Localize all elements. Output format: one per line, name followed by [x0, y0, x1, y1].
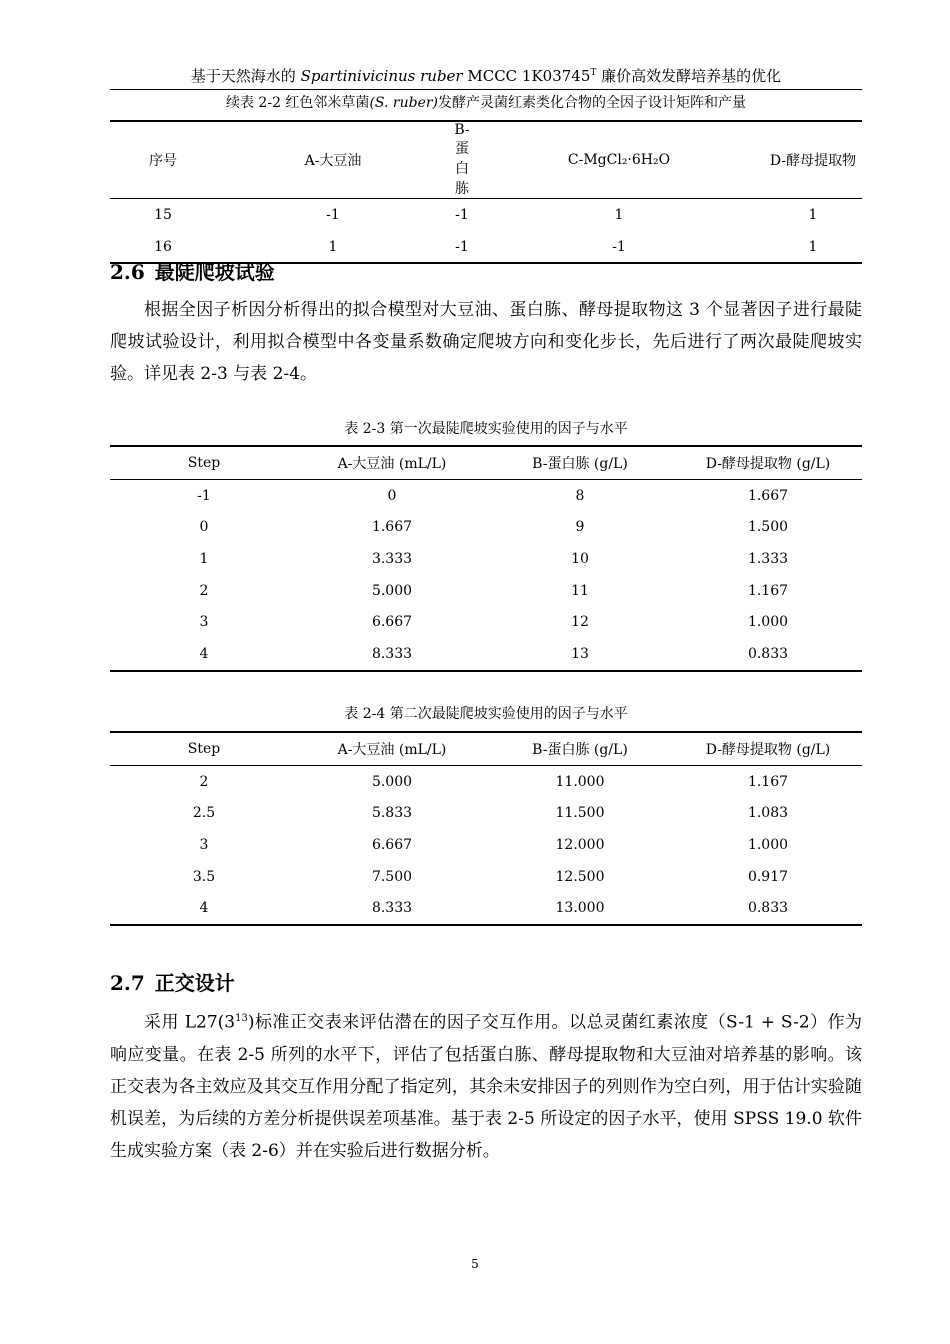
table-cell: -1 — [197, 487, 211, 504]
table-cell: 0.833 — [747, 645, 789, 662]
table-cell: 5.000 — [371, 582, 413, 599]
paragraph-text-tail: )标准正交表来评估潜在的因子交互作用。以总灵菌红素浓度（S-1 + S-2）作为响应变量。在表 2-5 所列的水平下，评估了包括蛋白胨、酵母提取物和大豆油对培养基的影响。该正交表为各主效应及其交互作用分配了指定列，其余未安排因子的列则作为空白列，用于估计实验随机误差，为后续的方差分析提供误差项基准。基于表 2-5 所设定的因子水平，使用 SPSS 19.0 软件生成实验方案（表 2-6）并在实验后进行数据分析。 — [110, 1012, 862, 1161]
table-row — [110, 575, 862, 607]
table-cell: 9 — [575, 519, 585, 536]
table-cell: 11 — [571, 582, 589, 599]
table-2-2-continued — [110, 120, 862, 264]
table-cell: 1 — [614, 206, 624, 223]
header-strain: MCCC 1K03745 — [462, 67, 591, 85]
table-cell: 0.833 — [747, 900, 789, 917]
table-cell: 15 — [154, 206, 172, 223]
header-species: Spartinivicinus ruber — [300, 67, 463, 85]
table-cell: -1 — [455, 238, 469, 255]
table-cell: 1.667 — [371, 519, 413, 536]
section-number: 2.7 — [110, 971, 145, 995]
table-cell: 1 — [328, 238, 338, 255]
table-cell: 1.500 — [747, 519, 789, 536]
header-suffix: 廉价高效发酵培养基的优化 — [596, 67, 782, 85]
table-cell: 1 — [199, 550, 209, 567]
section-number: 2.6 — [110, 260, 145, 284]
table-cell: 3.333 — [371, 550, 413, 567]
table-row — [110, 479, 862, 511]
column-header: D-酵母提取物 (g/L) — [705, 741, 831, 758]
table-row — [110, 638, 862, 671]
table-cell: 11.000 — [555, 773, 605, 790]
table-2-4-caption: 表 2-4 第二次最陡爬坡实验使用的因子与水平 — [344, 706, 628, 722]
table-cell: 12 — [571, 614, 589, 631]
section-2-6-paragraph: 根据全因子析因分析得出的拟合模型对大豆油、蛋白胨、酵母提取物这 3 个显著因子进行最陡爬坡试验设计，利用拟合模型中各变量系数确定爬坡方向和变化步长，先后进行了两次最陡爬坡实验。详见表 2-3 与表 2-4。 — [110, 300, 862, 384]
table-row — [110, 511, 862, 543]
table-cell: 5.000 — [371, 773, 413, 790]
column-header: B-蛋白胨 — [454, 122, 470, 197]
paragraph-superscript: 13 — [235, 1013, 248, 1024]
table-cell: 16 — [154, 238, 172, 255]
caption-text: 续表 2-2 红色邻米草菌 — [225, 95, 370, 111]
table-row — [110, 892, 862, 925]
table-cell: 8.333 — [371, 645, 413, 662]
table-row — [110, 543, 862, 575]
table-header-row — [110, 732, 862, 765]
section-2-7-paragraph — [110, 1003, 862, 1167]
table-2-2-caption — [110, 93, 862, 113]
table-cell: 0 — [387, 487, 397, 504]
table-row — [110, 606, 862, 638]
caption-species: (S. ruber) — [369, 95, 439, 111]
table-row — [110, 765, 862, 797]
table-2-3-caption: 表 2-3 第一次最陡爬坡实验使用的因子与水平 — [344, 421, 628, 437]
table-cell: 6.667 — [371, 836, 413, 853]
table-cell: 1.667 — [747, 487, 789, 504]
table-2-4 — [110, 731, 862, 926]
column-header: C-MgCl₂·6H₂O — [567, 152, 671, 168]
column-header: A-大豆油 (mL/L) — [337, 455, 447, 472]
table-cell: 1.333 — [747, 550, 789, 567]
paragraph-text: 采用 L27(3 — [144, 1012, 236, 1033]
column-header: 序号 — [149, 153, 177, 169]
table-row — [110, 199, 862, 231]
table-cell: 4 — [199, 900, 209, 917]
column-header: A-大豆油 (mL/L) — [337, 741, 447, 758]
page-number: 5 — [471, 1257, 479, 1271]
column-header: A-大豆油 — [304, 153, 362, 169]
table-cell: 12.500 — [555, 868, 605, 885]
table-cell: 1 — [808, 206, 818, 223]
table-cell: -1 — [612, 238, 626, 255]
running-header — [110, 63, 862, 86]
table-cell: 1.167 — [747, 582, 789, 599]
column-header: B-蛋白胨 (g/L) — [532, 455, 628, 472]
table-header-row — [110, 446, 862, 479]
section-title: 正交设计 — [154, 971, 235, 995]
column-header: Step — [187, 454, 221, 471]
column-header: Step — [187, 740, 221, 757]
table-cell: 10 — [571, 550, 589, 567]
column-header: B-蛋白胨 (g/L) — [532, 741, 628, 758]
table-2-3 — [110, 445, 862, 672]
table-cell: 0.917 — [747, 868, 789, 885]
table-cell: 3 — [199, 614, 209, 631]
section-heading-2-6 — [110, 259, 275, 285]
table-cell: 1.083 — [747, 805, 789, 822]
caption-text-tail: 发酵产灵菌红素类化合物的全因子设计矩阵和产量 — [438, 95, 747, 111]
table-cell: 8 — [575, 487, 585, 504]
header-rule — [110, 89, 862, 90]
table-cell: 13.000 — [555, 900, 605, 917]
table-cell: 3.5 — [192, 868, 216, 885]
table-cell: 5.833 — [371, 805, 413, 822]
table-cell: 2 — [199, 773, 209, 790]
table-cell: -1 — [326, 206, 340, 223]
table-row — [110, 861, 862, 893]
table-cell: 6.667 — [371, 614, 413, 631]
table-cell: 2.5 — [192, 805, 216, 822]
table-cell: 2 — [199, 582, 209, 599]
table-cell: 1.000 — [747, 836, 789, 853]
header-strain-sup: T — [590, 68, 597, 78]
header-prefix: 基于天然海水的 — [190, 67, 301, 85]
table-cell: 7.500 — [371, 868, 413, 885]
column-header: D-酵母提取物 (g/L) — [705, 455, 831, 472]
table-cell: 4 — [199, 645, 209, 662]
column-header: D-酵母提取物 — [769, 153, 857, 169]
table-row — [110, 797, 862, 829]
table-cell: -1 — [455, 206, 469, 223]
table-cell: 1.167 — [747, 773, 789, 790]
table-cell: 12.000 — [555, 836, 605, 853]
table-cell: 11.500 — [555, 805, 605, 822]
table-cell: 3 — [199, 836, 209, 853]
table-cell: 8.333 — [371, 900, 413, 917]
table-cell: 13 — [571, 645, 589, 662]
table-cell: 1 — [808, 238, 818, 255]
section-heading-2-7 — [110, 970, 235, 996]
table-cell: 0 — [199, 519, 209, 536]
table-cell: 1.000 — [747, 614, 789, 631]
section-title: 最陡爬坡试验 — [154, 260, 275, 284]
table-header-row — [110, 121, 862, 199]
table-row — [110, 829, 862, 861]
